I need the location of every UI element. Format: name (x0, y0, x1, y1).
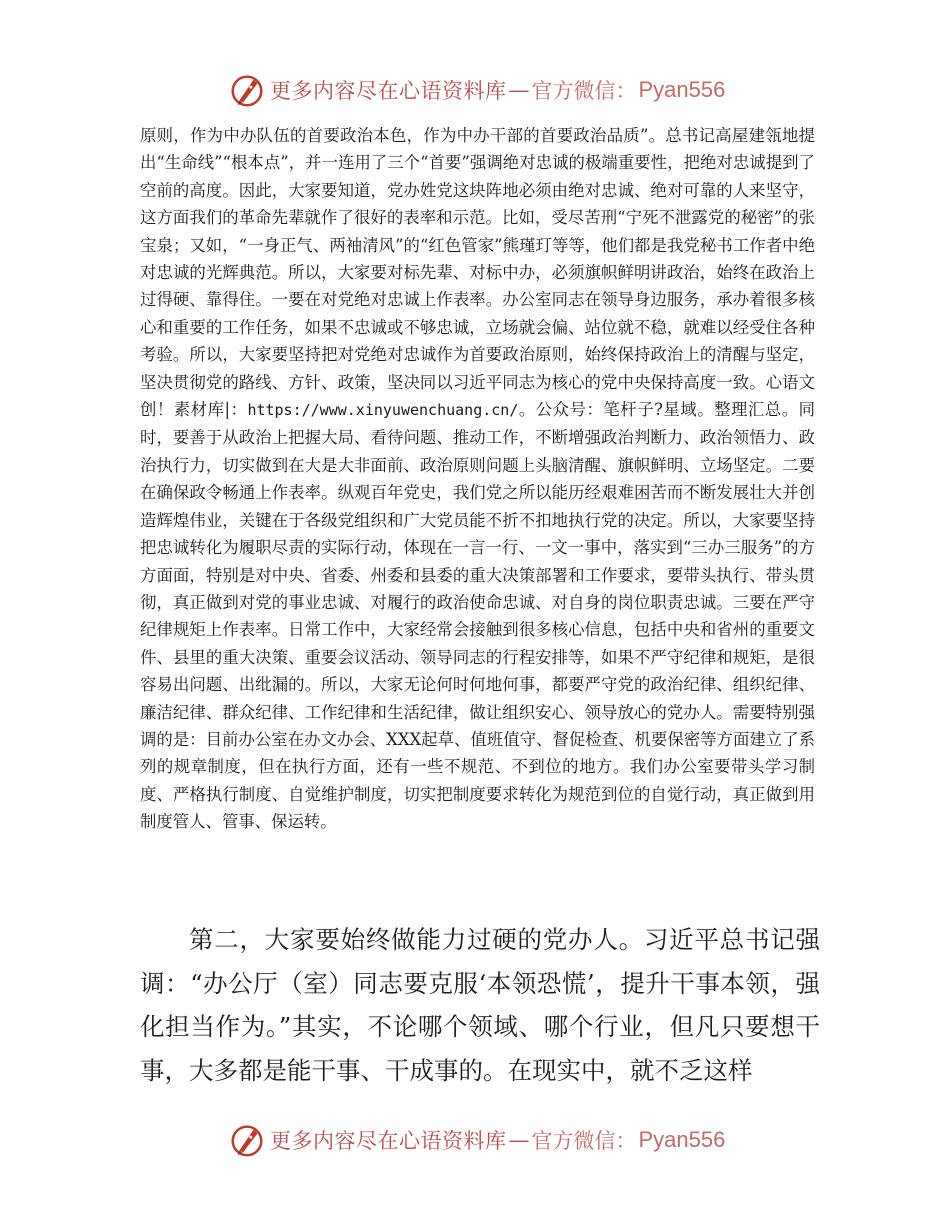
body-paragraph-1 (140, 122, 815, 836)
pen-nib-logo-icon (228, 1121, 266, 1159)
banner-separator: — (508, 78, 530, 102)
banner-account-id: Pyan556 (638, 1127, 726, 1152)
header-watermark-banner (228, 70, 728, 110)
banner-separator: — (508, 1128, 530, 1152)
banner-brand-text: 更多内容尽在心语资料库 (270, 1129, 507, 1153)
body-paragraph-2: 第二，大家要始终做能力过硬的党办人。习近平总书记强调：“办公厅（室）同志要克服‘本领恐慌’，提升干事本领，强化担当作为。”其实，不论哪个领域、哪个行业，但凡只要想干事，大多都是能干事、干成事的。在现实中，就不乏这样 (140, 925, 820, 1085)
banner-brand-text: 更多内容尽在心语资料库 (270, 79, 507, 103)
banner-wechat-label: 官方微信： (531, 1129, 637, 1153)
banner-wechat-label: 官方微信： (531, 79, 637, 103)
resource-url-link[interactable]: https://www.xinyuwenchuang.cn/ (247, 401, 519, 420)
paragraph-1-text-b: 。公众号：笔杆子?星域。整理汇总。同时，要善于从政治上把握大局、看待问题、推动工作，不断增强政治判断力、政治领悟力、政治执行力，切实做到在大是大非面前、政治原则问题上头脑清醒、旗帜鲜明、立场坚定。二要在确保政令畅通上作表率。纵观百年党史，我们党之所以能历经艰难困苦而不断发展壮大并创造辉煌伟业，关键在于各级党组织和广大党员能不折不扣地执行党的决定。所以，大家要坚持把忠诚转化为履职尽责的实际行动，体现在一言一行、一文一事中，落实到“三办三服务”的方方面面，特别是对中央、省委、州委和县委的重大决策部署和工作要求，要带头执行、带头贯彻，真正做到对党的事业忠诚、对履行的政治使命忠诚、对自身的岗位职责忠诚。三要在严守纪律规矩上作表率。日常工作中，大家经常会接触到很多核心信息，包括中央和省州的重要文件、县里的重大决策、重要会议活动、领导同志的行程安排等，如果不严守纪律和规矩，是很容易出问题、出纰漏的。所以，大家无论何时何地何事，都要严守党的政治纪律、组织纪律、廉洁纪律、群众纪律、工作纪律和生活纪律，做让组织安心、领导放心的党办人。需要特别强调的是：目前办公室在办文办会、XXX起草、值班值守、督促检查、机要保密等方面建立了系列的规章制度，但在执行方面，还有一些不规范、不到位的地方。我们办公室要带头学习制度、严格执行制度、自觉维护制度，切实把制度要求转化为规范到位的自觉行动，真正做到用制度管人、管事、保运转。 (140, 400, 815, 832)
pen-nib-logo-icon (228, 71, 266, 109)
footer-watermark-banner (228, 1120, 728, 1160)
paragraph-1-text-a: 原则，作为中办队伍的首要政治本色，作为中办干部的首要政治品质”。总书记高屋建瓴地提出“生命线”“根本点”，并一连用了三个“首要”强调绝对忠诚的极端重要性，把绝对忠诚提到了空前的高度。因此，大家要知道，党办姓党这块阵地必须由绝对忠诚、绝对可靠的人来坚守，这方面我们的革命先辈就作了很好的表率和示范。比如，受尽苦刑“宁死不泄露党的秘密”的张宝泉；又如，“一身正气、两袖清风”的“红色管家”熊瑾玎等等，他们都是我党秘书工作者中绝对忠诚的光辉典范。所以，大家要对标先辈、对标中办，必须旗帜鲜明讲政治，始终在政治上过得硬、靠得住。一要在对党绝对忠诚上作表率。办公室同志在领导身边服务，承办着很多核心和重要的工作任务，如果不忠诚或不够忠诚，立场就会偏、站位就不稳，就难以经受住各种考验。所以，大家要坚持把对党绝对忠诚作为首要政治原则，始终保持政治上的清醒与坚定，坚决贯彻党的路线、方针、政策，坚决同以习近平同志为核心的党中央保持高度一致。心语文创！素材库|： (140, 126, 815, 420)
banner-account-id: Pyan556 (638, 77, 726, 102)
